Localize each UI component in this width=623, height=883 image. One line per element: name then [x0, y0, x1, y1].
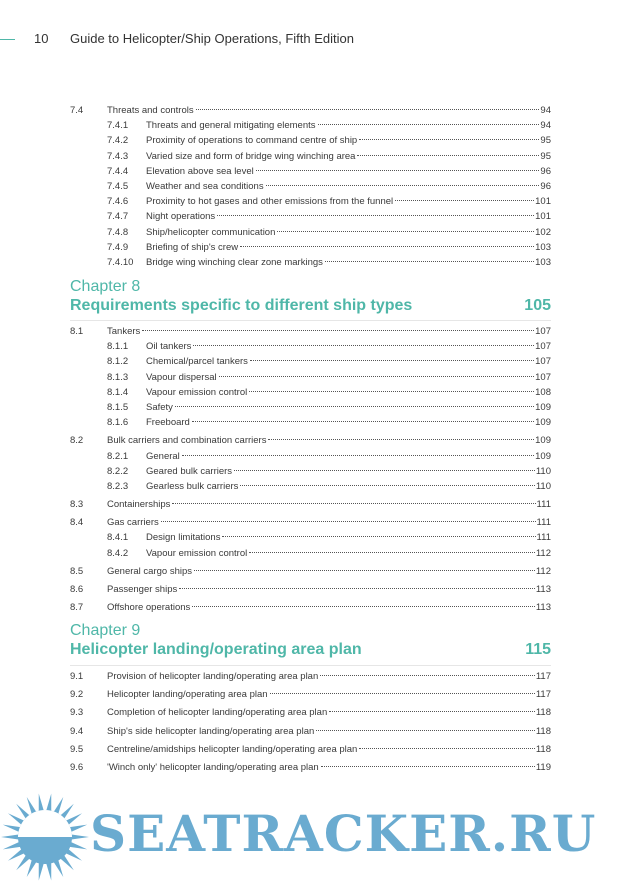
- toc-entry[interactable]: [70, 339, 551, 354]
- toc-entry-number: 9.4: [70, 725, 84, 737]
- dot-leader: [192, 606, 535, 607]
- toc-entry-number: 7.4.1: [107, 120, 129, 132]
- toc-entry-number: 8.6: [70, 584, 84, 595]
- chapter-9-heading: [70, 622, 551, 660]
- toc-entry-page: 94: [540, 120, 551, 132]
- dot-leader: [270, 693, 535, 694]
- toc-entry-page: 102: [535, 226, 551, 238]
- toc-entry-page: 95: [540, 150, 551, 162]
- dot-leader: [268, 439, 534, 440]
- toc-entry-page: 111: [536, 517, 551, 529]
- toc-entry-number: 8.1.5: [107, 401, 129, 413]
- divider: [70, 665, 551, 666]
- toc-entry-page: 117: [535, 671, 551, 682]
- toc-entry[interactable]: [70, 164, 551, 179]
- dot-leader: [249, 391, 534, 392]
- toc-entry-label[interactable]: 'Winch only' helicopter landing/operating area plan: [107, 761, 319, 773]
- toc-entry-label[interactable]: Bridge wing winching clear zone markings: [146, 256, 323, 268]
- toc-entry-label[interactable]: General cargo ships: [107, 565, 193, 577]
- toc-entry-label[interactable]: Night operations: [146, 211, 216, 223]
- dot-leader: [318, 124, 540, 125]
- toc-entry[interactable]: [70, 103, 551, 118]
- toc-entry[interactable]: [70, 582, 551, 597]
- dot-leader: [175, 406, 534, 407]
- toc-entry-label[interactable]: Centreline/amidships helicopter landing/operating area plan: [107, 743, 358, 755]
- toc-entry[interactable]: [70, 705, 551, 720]
- toc-entry-label[interactable]: Threats and controls: [107, 105, 194, 116]
- toc-entry-number: 8.1.3: [107, 371, 129, 383]
- chapter-kicker: Chapter 8: [70, 278, 141, 295]
- dot-leader: [142, 330, 534, 331]
- dot-leader: [234, 470, 535, 471]
- toc-entry[interactable]: [70, 449, 551, 464]
- toc-entry-page: 113: [535, 584, 551, 595]
- toc-entry[interactable]: [70, 370, 551, 385]
- toc-entry[interactable]: [70, 687, 551, 702]
- toc-entry-number: 8.1.2: [107, 356, 129, 368]
- toc-entry-number: 7.4: [70, 105, 84, 116]
- toc-chapter-8: [70, 324, 551, 615]
- toc-entry-page: 109: [535, 435, 551, 447]
- toc-entry-number: 9.2: [70, 689, 84, 701]
- toc-entry-label[interactable]: Bulk carriers and combination carriers: [107, 435, 267, 447]
- toc-entry-number: 9.6: [70, 761, 84, 773]
- toc-entry-page: 113: [535, 602, 551, 614]
- running-title: Guide to Helicopter/Ship Operations, Fifth Edition: [70, 31, 354, 46]
- dot-leader: [321, 766, 535, 767]
- chapter-page: 105: [524, 297, 551, 314]
- toc-entry-label[interactable]: Helicopter landing/operating area plan: [107, 689, 268, 701]
- dot-leader: [329, 711, 535, 712]
- toc-entry-number: 8.4.1: [107, 532, 129, 544]
- toc-entry-number: 7.4.6: [107, 196, 129, 208]
- toc-entry-number: 9.1: [70, 671, 84, 682]
- toc-entry-page: 107: [535, 356, 551, 368]
- toc-entry-number: 8.1.1: [107, 341, 129, 353]
- header-accent-rule: [0, 39, 15, 40]
- toc-entry-number: 8.1: [70, 326, 84, 337]
- toc-entry-label[interactable]: Provision of helicopter landing/operating area plan: [107, 671, 319, 682]
- toc-entry-number: 7.4.10: [107, 256, 134, 268]
- toc-entry[interactable]: [70, 530, 551, 545]
- toc-entry-page: 109: [535, 450, 551, 462]
- toc-entry-page: 109: [535, 417, 551, 429]
- toc-entry-number: 7.4.7: [107, 211, 129, 223]
- dot-leader: [196, 109, 540, 110]
- toc-entry-page: 112: [535, 547, 551, 559]
- dot-leader: [192, 421, 534, 422]
- toc-entry[interactable]: [70, 209, 551, 224]
- toc-entry[interactable]: [70, 225, 551, 240]
- toc-entry-number: 8.4: [70, 517, 84, 529]
- toc-entry-number: 8.7: [70, 602, 84, 614]
- toc-entry-page: 107: [535, 326, 551, 337]
- toc-entry-page: 117: [535, 689, 551, 701]
- toc-entry-label[interactable]: Freeboard: [146, 417, 190, 429]
- toc-entry-number: 7.4.9: [107, 241, 129, 253]
- toc-entry-label[interactable]: Gas carriers: [107, 517, 159, 529]
- toc-entry-page: 94: [540, 105, 551, 116]
- toc-entry-label[interactable]: Oil tankers: [146, 341, 192, 353]
- toc-entry-number: 7.4.3: [107, 150, 129, 162]
- chapter-page: 115: [525, 641, 551, 658]
- dot-leader: [194, 570, 535, 571]
- toc-entry[interactable]: [70, 742, 551, 757]
- toc-entry-page: 96: [540, 165, 551, 177]
- toc-entry[interactable]: [70, 515, 551, 530]
- chapter-kicker: Chapter 9: [70, 622, 141, 639]
- watermark: [0, 790, 623, 883]
- toc-entry-label[interactable]: Threats and general mitigating elements: [146, 120, 316, 132]
- toc-entry-label[interactable]: Design limitations: [146, 532, 221, 544]
- toc-entry[interactable]: [70, 400, 551, 415]
- toc-entry-label[interactable]: Chemical/parcel tankers: [146, 356, 248, 368]
- toc-entry[interactable]: [70, 724, 551, 739]
- toc-section-7-4: [70, 103, 551, 270]
- toc-entry-number: 8.2.1: [107, 450, 129, 462]
- toc-entry-page: 110: [535, 465, 551, 477]
- toc-entry-number: 9.5: [70, 743, 84, 755]
- toc-entry-page: 119: [535, 761, 551, 773]
- dot-leader: [359, 139, 539, 140]
- toc-entry[interactable]: [70, 497, 551, 512]
- dot-leader: [316, 730, 535, 731]
- toc-entry-label[interactable]: Weather and sea conditions: [146, 180, 264, 192]
- toc-entry-page: 118: [535, 725, 551, 737]
- toc-entry[interactable]: [70, 240, 551, 255]
- toc-entry[interactable]: [70, 546, 551, 561]
- dot-leader: [240, 485, 534, 486]
- toc-entry[interactable]: [70, 415, 551, 430]
- dot-leader: [325, 261, 534, 262]
- dot-leader: [250, 360, 534, 361]
- dot-leader: [219, 376, 535, 377]
- dot-leader: [222, 536, 535, 537]
- toc-entry-label[interactable]: Passenger ships: [107, 584, 178, 595]
- page-number: 10: [34, 31, 49, 46]
- toc-entry-page: 103: [535, 241, 551, 253]
- toc-entry-label[interactable]: Vapour emission control: [146, 547, 248, 559]
- toc-entry-page: 118: [535, 707, 551, 719]
- toc-entry-number: 7.4.8: [107, 226, 129, 238]
- toc-entry-number: 9.3: [70, 707, 84, 719]
- toc-entry[interactable]: [70, 760, 551, 775]
- toc-entry-number: 8.5: [70, 565, 84, 577]
- toc-entry-label[interactable]: Vapour dispersal: [146, 371, 217, 383]
- dot-leader: [217, 215, 534, 216]
- dot-leader: [182, 455, 534, 456]
- toc-entry-number: 8.1.6: [107, 417, 129, 429]
- chapter-title[interactable]: Requirements specific to different ship types: [70, 297, 413, 314]
- dot-leader: [179, 588, 535, 589]
- divider: [70, 320, 551, 321]
- toc-entry-page: 107: [535, 371, 551, 383]
- toc-entry[interactable]: [70, 600, 551, 615]
- toc-entry-label[interactable]: Ship/helicopter communication: [146, 226, 276, 238]
- toc-entry-label[interactable]: Elevation above sea level: [146, 165, 254, 177]
- toc-entry-page: 96: [540, 180, 551, 192]
- toc-entry-number: 8.4.2: [107, 547, 129, 559]
- toc-entry-label[interactable]: Vapour emission control: [146, 386, 248, 398]
- toc-entry-label[interactable]: Containerships: [107, 499, 171, 511]
- toc-entry[interactable]: [70, 255, 551, 270]
- toc-entry-page: 110: [535, 480, 551, 492]
- toc-entry-label[interactable]: Briefing of ship's crew: [146, 241, 239, 253]
- dot-leader: [277, 231, 534, 232]
- toc-entry-number: 8.3: [70, 499, 84, 511]
- toc-entry[interactable]: [70, 118, 551, 133]
- dot-leader: [320, 675, 535, 676]
- toc-entry-page: 103: [535, 256, 551, 268]
- toc-entry-label[interactable]: Varied size and form of bridge wing winching area: [146, 150, 356, 162]
- toc-entry[interactable]: [70, 354, 551, 369]
- toc-entry-page: 108: [535, 386, 551, 398]
- dot-leader: [359, 748, 535, 749]
- toc-entry[interactable]: [70, 385, 551, 400]
- toc-entry-label[interactable]: Offshore operations: [107, 602, 191, 614]
- dot-leader: [266, 185, 540, 186]
- toc-entry-label[interactable]: Completion of helicopter landing/operating area plan: [107, 707, 328, 719]
- toc-entry-number: 7.4.2: [107, 135, 129, 147]
- toc-entry[interactable]: [70, 669, 551, 684]
- toc-entry[interactable]: [70, 179, 551, 194]
- toc-entry-number: 8.1.4: [107, 386, 129, 398]
- chapter-title[interactable]: Helicopter landing/operating area plan: [70, 641, 362, 658]
- dot-leader: [240, 246, 534, 247]
- toc-entry-number: 8.2.2: [107, 465, 129, 477]
- dot-leader: [357, 155, 539, 156]
- watermark-text: SEATRACKER.RU: [90, 804, 597, 863]
- toc-entry-label[interactable]: Safety: [146, 401, 173, 413]
- toc-chapter-9: [70, 669, 551, 775]
- toc-entry-label[interactable]: Geared bulk carriers: [146, 465, 233, 477]
- dot-leader: [256, 170, 540, 171]
- toc-entry-label[interactable]: Ship's side helicopter landing/operating area plan: [107, 725, 315, 737]
- toc-entry-number: 7.4.4: [107, 165, 129, 177]
- toc-entry-page: 95: [540, 135, 551, 147]
- toc-entry-label[interactable]: Tankers: [107, 326, 141, 337]
- toc-entry-page: 107: [535, 341, 551, 353]
- toc-entry-page: 101: [535, 196, 551, 208]
- toc-entry-label[interactable]: General: [146, 450, 180, 462]
- toc-entry[interactable]: [70, 464, 551, 479]
- toc-entry-number: 7.4.5: [107, 180, 129, 192]
- toc-entry-number: 8.2.3: [107, 480, 129, 492]
- toc-entry-label[interactable]: Gearless bulk carriers: [146, 480, 239, 492]
- toc-entry-label[interactable]: Proximity to hot gases and other emissions from the funnel: [146, 196, 394, 208]
- dot-leader: [193, 345, 534, 346]
- toc-entry-page: 111: [536, 532, 551, 544]
- toc-entry[interactable]: [70, 133, 551, 148]
- toc-entry-label[interactable]: Proximity of operations to command centre of ship: [146, 135, 358, 147]
- page-header: [0, 30, 623, 50]
- toc-entry[interactable]: [70, 324, 551, 339]
- toc-entry-number: 8.2: [70, 435, 84, 447]
- toc-entry-page: 109: [535, 401, 551, 413]
- sun-over-sea-icon: [0, 790, 90, 883]
- dot-leader: [161, 521, 536, 522]
- toc-entry[interactable]: [70, 564, 551, 579]
- chapter-8-heading: [70, 278, 551, 316]
- dot-leader: [395, 200, 534, 201]
- toc-entry[interactable]: [70, 149, 551, 164]
- dot-leader: [249, 552, 535, 553]
- toc-entry-page: 101: [535, 211, 551, 223]
- dot-leader: [172, 503, 535, 504]
- toc-entry[interactable]: [70, 194, 551, 209]
- toc-entry-page: 111: [536, 499, 551, 511]
- toc-entry[interactable]: [70, 433, 551, 448]
- toc-entry-page: 112: [535, 565, 551, 577]
- toc-entry-page: 118: [535, 743, 551, 755]
- toc-entry[interactable]: [70, 479, 551, 494]
